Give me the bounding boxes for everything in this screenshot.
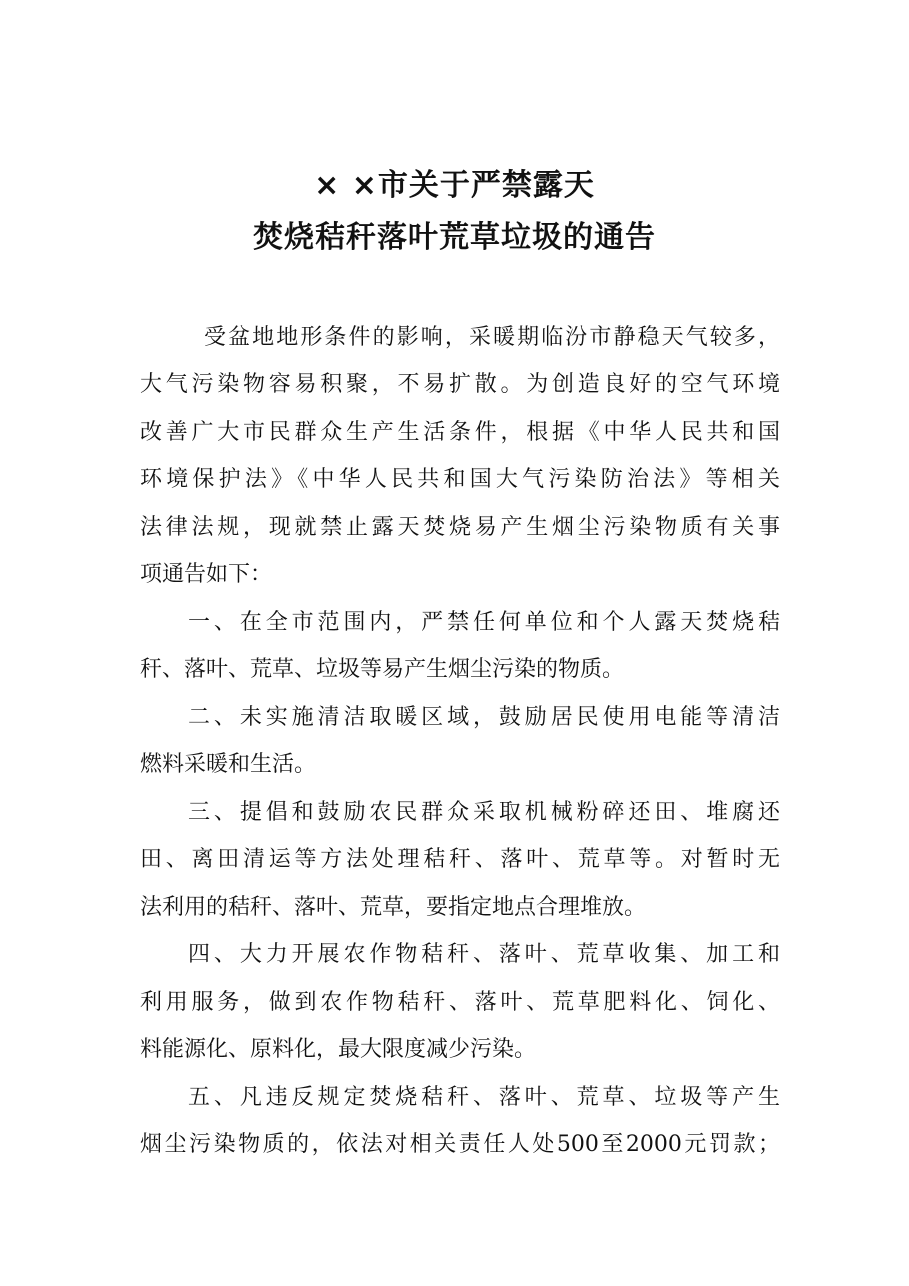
document-title-line-2: 焚烧秸秆落叶荒草垃圾的通告: [253, 220, 656, 255]
body-line: 秆、落叶、荒草、垃圾等易产生烟尘污染的物质。: [140, 657, 625, 682]
body-line: 利用服务，做到农作物秸秆、落叶、荒草肥料化、饲化、: [140, 990, 780, 1015]
body-line: 五、凡违反规定焚烧秸秆、落叶、荒草、垃圾等产生: [188, 1085, 780, 1110]
body-line: 环境保护法》《中华人民共和国大气污染防治法》等相关: [140, 467, 780, 492]
body-line: 二、未实施清洁取暖区域，鼓励居民使用电能等清洁: [188, 705, 780, 730]
body-line: 一、在全市范围内，严禁任何单位和个人露天焚烧秸: [188, 610, 780, 635]
body-line: 三、提倡和鼓励农民群众采取机械粉碎还田、堆腐还: [188, 800, 780, 825]
body-line: 料能源化、原料化，最大限度减少污染。: [140, 1037, 537, 1062]
body-line: 改善广大市民群众生产生活条件，根据《中华人民共和国: [140, 420, 780, 445]
body-line: 项通告如下：: [140, 562, 273, 587]
body-line: 受盆地地形条件的影响，采暖期临汾市静稳天气较多，: [204, 325, 780, 350]
body-line: 燃料采暖和生活。: [140, 752, 317, 777]
body-line: 烟尘污染物质的，依法对相关责任人处500至2000元罚款；: [140, 1132, 780, 1157]
body-line: 田、离田清运等方法处理秸秆、落叶、荒草等。对暂时无: [140, 847, 780, 872]
body-line: 法律法规，现就禁止露天焚烧易产生烟尘污染物质有关事: [140, 515, 780, 540]
document-title-line-1: × ×市关于严禁露天: [314, 168, 595, 203]
body-line: 大气污染物容易积聚，不易扩散。为创造良好的空气环境: [140, 372, 780, 397]
body-line: 法利用的秸秆、落叶、荒草，要指定地点合理堆放。: [140, 895, 647, 920]
body-line: 四、大力开展农作物秸秆、落叶、荒草收集、加工和: [188, 942, 780, 967]
